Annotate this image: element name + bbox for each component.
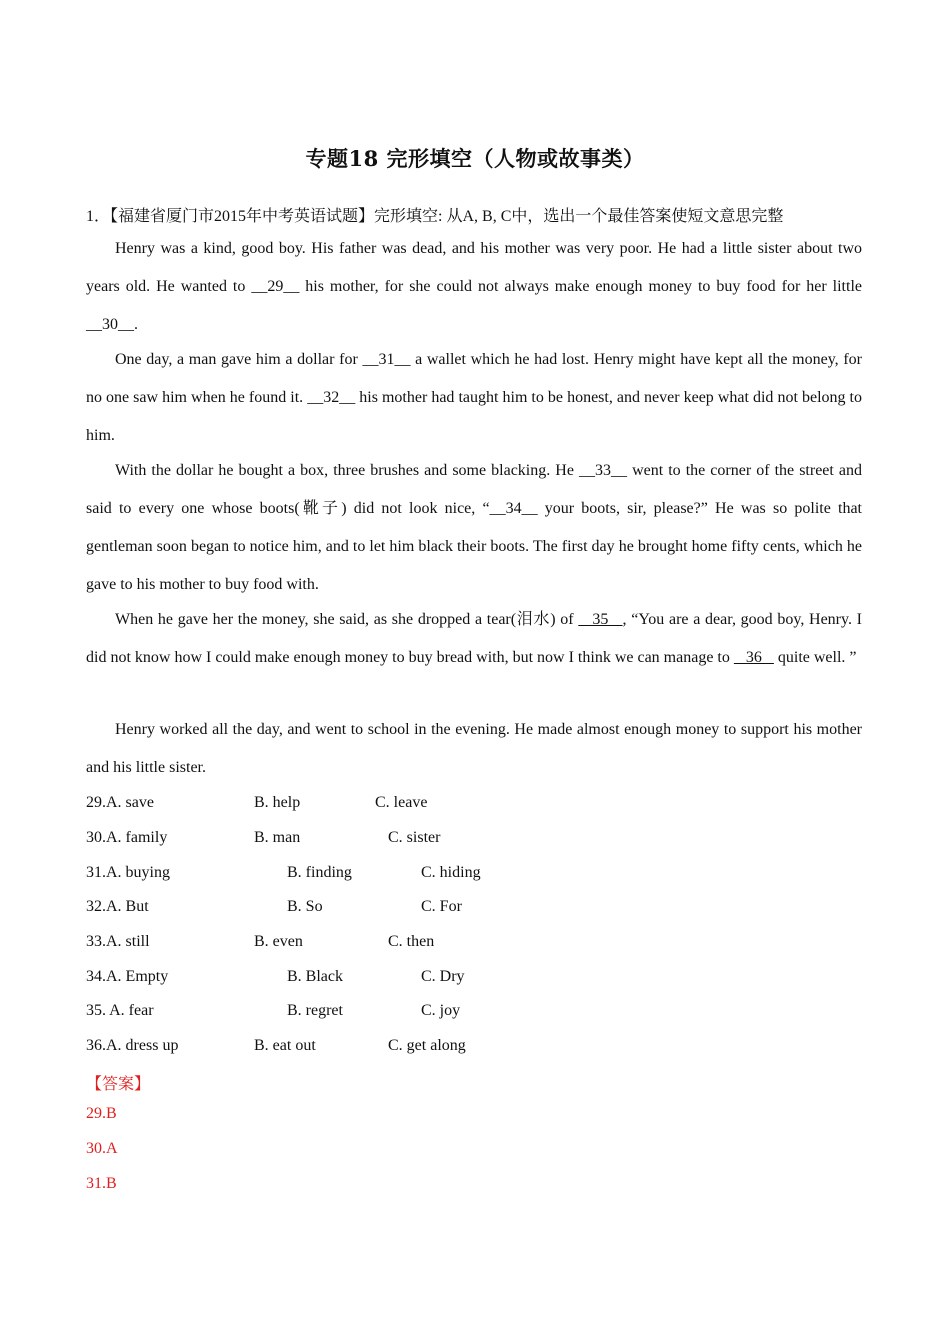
option-c: C. leave: [375, 794, 428, 811]
question-number: 1．: [86, 208, 111, 225]
option-c: C. then: [388, 933, 435, 950]
passage-paragraph-2: One day, a man gave him a dollar for __31__ a wallet which he had lost. Henry might have kept all the money, for no one saw him when he found it. __32__ his mother had taught him to be honest, and never keep what did not belong to him.: [86, 351, 862, 444]
option-a: 30.A. family: [86, 829, 168, 846]
option-c: C. joy: [421, 1002, 461, 1019]
option-b: B. Black: [287, 968, 343, 985]
answer-label: 【答案】: [86, 1076, 151, 1093]
option-b: B. regret: [287, 1002, 343, 1019]
option-a: 34.A. Empty: [86, 968, 169, 985]
passage-paragraph-4: When he gave her the money, she said, as she dropped a tear(泪水) of 35 , “You are a dear, good boy, Henry. I did not know how I could make enough money to buy bread with, but now I think we can manage to 36 quite well. ”: [86, 611, 863, 666]
blank-36: 36: [733, 649, 774, 666]
option-c: C. For: [421, 898, 462, 915]
option-b: B. So: [287, 898, 323, 915]
answer-29: 29.B: [86, 1105, 117, 1122]
option-a: 31.A. buying: [86, 864, 170, 881]
option-b: B. finding: [287, 864, 352, 881]
option-a: 32.A. But: [86, 898, 149, 915]
blank-31: __31__: [362, 351, 411, 368]
blank-35: 35: [578, 611, 623, 628]
passage-paragraph-3: With the dollar he bought a box, three brushes and some blacking. He __33__ went to the corner of the street and said to every one whose boots(靴子) did not look nice, “__34__ your boots, sir, please?” He was so polite that gentleman soon began to notice him, and to let him black their boots. The first day he brought home fifty cents, which he gave to his mother to buy food with.: [86, 462, 862, 593]
option-b: B. eat out: [254, 1037, 316, 1054]
blank-30: __30__: [86, 316, 134, 333]
option-c: C. Dry: [421, 968, 465, 985]
blank-32: __32__: [307, 389, 356, 406]
option-b: B. man: [254, 829, 301, 846]
question-header: [86, 203, 783, 226]
option-c: C. get along: [388, 1037, 466, 1054]
blank-29: __29__: [251, 278, 300, 295]
option-a: 36.A. dress up: [86, 1037, 179, 1054]
option-c: C. sister: [388, 829, 441, 846]
passage-paragraph-1: Henry was a kind, good boy. His father was dead, and his mother was very poor. He had a little sister about two years old. He wanted to __29__ his mother, for she could not always make enough money to buy food for her little __30__.: [86, 240, 862, 333]
answer-30: 30.A: [86, 1140, 118, 1157]
blank-34: __34__: [489, 500, 538, 517]
option-a: 35. A. fear: [86, 1002, 154, 1019]
option-c: C. hiding: [421, 864, 481, 881]
option-b: B. help: [254, 794, 301, 811]
passage-paragraph-5: Henry worked all the day, and went to school in the evening. He made almost enough money to support his mother and his little sister.: [86, 721, 862, 776]
answer-31: 31.B: [86, 1175, 117, 1192]
option-a: 29.A. save: [86, 794, 154, 811]
blank-33: __33__: [579, 462, 628, 479]
option-b: B. even: [254, 933, 303, 950]
page-title: 专题18 完形填空（人物或故事类）: [305, 146, 645, 171]
question-source: 【福建省厦门市2015年中考英语试题】完形填空: 从A, B, C中，选出一个最佳答案使短文意思完整: [110, 208, 784, 225]
option-a: 33.A. still: [86, 933, 150, 950]
